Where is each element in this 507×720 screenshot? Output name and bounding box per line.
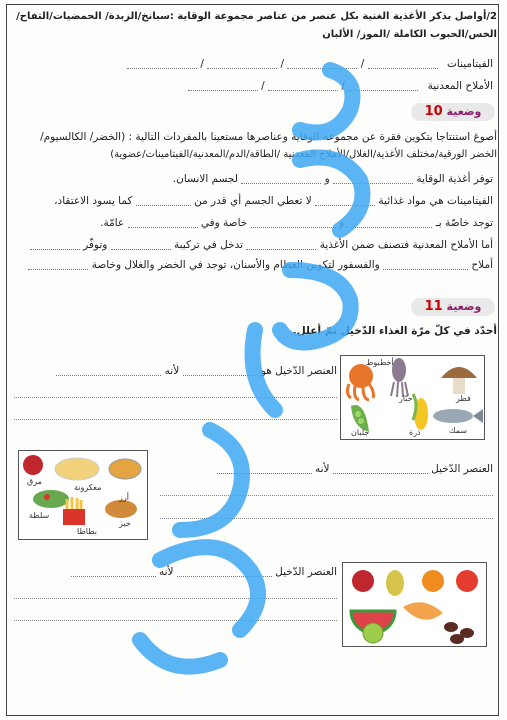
dates-icon — [444, 622, 474, 644]
q3-reason-blank[interactable] — [71, 567, 156, 577]
food-image-box-2 — [18, 450, 148, 540]
q1-reason-blank[interactable] — [56, 366, 161, 376]
p3-text-a: توجد خاصّة بـ — [435, 217, 493, 229]
p3-text-d: عامّة. — [100, 217, 125, 229]
corn-icon — [413, 394, 428, 430]
p1-blank-2[interactable] — [241, 174, 321, 184]
situation10-intro1: أصوغ استنتاجا بتكوين فقرة عن مجموعة الوقاية وعناصرها مستعينا بالمفردات التالية : (الخضر/ الكالسيوم/ — [40, 131, 497, 143]
broth-label: مرق — [27, 477, 42, 486]
p2-text-c: كما يسود الاعتقاد، — [54, 195, 133, 207]
food-image-box-1 — [340, 355, 485, 440]
p1-text-c: لجسم الانسان. — [172, 173, 238, 185]
vitamins-blank-4[interactable] — [127, 59, 197, 69]
q2-answer-blank[interactable] — [333, 464, 428, 474]
q3-label: العنصر الدّخيل — [275, 566, 337, 578]
vitamins-row: الفيتامينات / / / — [127, 58, 493, 70]
vitamins-blank-1[interactable] — [368, 59, 438, 69]
q1-answer-blank[interactable] — [183, 366, 258, 376]
tomato-icon — [456, 570, 478, 592]
p4-blank-3[interactable] — [30, 240, 80, 250]
orange-icon — [422, 570, 444, 592]
q2-reason-blank[interactable] — [217, 464, 312, 474]
q1-row — [56, 365, 337, 377]
p3-text-c: خاصة وفي — [200, 217, 248, 229]
p4-blank-2[interactable] — [111, 240, 171, 250]
octopus-icon — [347, 364, 373, 400]
q2-line-2[interactable] — [160, 495, 493, 496]
situation-10-number: 10 — [424, 104, 443, 119]
p4-text-c: وتوفّر — [83, 239, 108, 251]
bread-icon — [105, 500, 137, 518]
para-line-2 — [54, 195, 493, 207]
p5-blank-1[interactable] — [383, 260, 468, 270]
food-image-box-3 — [342, 562, 487, 647]
q3-line-3[interactable] — [14, 620, 337, 621]
pasta-icon — [55, 458, 99, 480]
vitamins-label: الفيتامينات — [446, 58, 493, 70]
minerals-blank-1[interactable] — [348, 81, 418, 91]
pomegranate-icon — [23, 455, 43, 475]
p3-text-b: و — [338, 217, 345, 229]
task2-line1: 2/أواصل بذكر الأغذية الغنية بكل عنصر من عناصر مجموعة الوقاية :سبانخ/الزبدة/ الحمضيات/التفاح/ — [16, 11, 497, 22]
mushroom-icon — [441, 367, 477, 394]
fries-label: بطاطا — [77, 527, 98, 536]
octopus-label: أخطبوط — [366, 358, 394, 367]
fruits-illustration — [343, 563, 486, 646]
minerals-label: الأملاح المعدنية — [427, 80, 493, 92]
p5-blank-2[interactable] — [28, 260, 88, 270]
q3-answer-blank[interactable] — [177, 567, 272, 577]
p2-text-a: الفيتامينات هي مواد غذائية — [378, 195, 493, 207]
q2-row — [217, 463, 493, 475]
situation11-instruction: أحدّد في كلّ مرّة الغذاء الدّخيل ثمّ أعلل. — [292, 325, 497, 337]
situation-10-word: وضعية — [446, 105, 482, 118]
p5-text-a: أملاح — [471, 259, 493, 271]
situation-11-word: وضعية — [446, 300, 482, 313]
q1-because: لأنه — [164, 365, 180, 377]
p5-text-b: والفسفور لتكوين العظام والأسنان، توجد في الخضر والغلال وخاصة — [91, 259, 380, 271]
corn-label: ذرة — [409, 428, 421, 437]
mushroom-label: فطر — [456, 394, 471, 403]
p4-text-b: تدخل في تركيبة — [174, 239, 244, 251]
fish-icon — [433, 409, 483, 423]
q3-line-2[interactable] — [14, 598, 337, 599]
q1-line-3[interactable] — [14, 419, 337, 420]
p3-blank-2[interactable] — [251, 218, 336, 228]
vitamins-blank-2[interactable] — [287, 59, 357, 69]
salad-label: سلطة — [29, 511, 50, 520]
peas-label: جلبان — [351, 428, 370, 437]
pomegranate-icon — [352, 570, 374, 592]
minerals-blank-2[interactable] — [268, 81, 338, 91]
para-line-1 — [173, 173, 493, 185]
p1-text-a: توفر أغذية الوقاية — [416, 173, 493, 185]
bread-label: خبز — [119, 519, 131, 528]
q3-row — [71, 566, 337, 578]
squid-label: حبّار — [399, 394, 413, 403]
situation-11-number: 11 — [424, 299, 443, 314]
p2-blank-1[interactable] — [315, 196, 375, 206]
situation-11-badge — [411, 298, 495, 316]
fish-label: سمك — [449, 426, 468, 435]
q2-label: العنصر الدّخيل — [431, 463, 493, 475]
p3-blank-1[interactable] — [347, 218, 432, 228]
melon-icon — [403, 602, 443, 620]
p2-text-b: لا تعطي الجسم أي قدر من — [194, 195, 312, 207]
salad-icon — [33, 490, 69, 508]
para-line-3 — [100, 217, 493, 229]
fries-icon — [63, 497, 85, 525]
p1-text-b: و — [324, 173, 330, 185]
para-line-5 — [28, 259, 493, 271]
situation-10-badge — [411, 103, 495, 121]
pear-icon — [386, 570, 404, 596]
p3-blank-3[interactable] — [128, 218, 198, 228]
minerals-blank-3[interactable] — [188, 81, 258, 91]
rice-label: أرز — [119, 493, 129, 502]
minerals-row: الأملاح المعدنية / / — [188, 80, 493, 92]
q1-label: العنصر الدّخيل هو — [260, 365, 337, 377]
p4-blank-1[interactable] — [246, 240, 316, 250]
p2-blank-2[interactable] — [136, 196, 191, 206]
p1-blank-1[interactable] — [333, 174, 413, 184]
q2-because: لأنه — [314, 463, 330, 475]
vitamins-blank-3[interactable] — [207, 59, 277, 69]
pasta-label: معكرونة — [74, 483, 102, 492]
p4-text-a: أما الأملاح المعدنية فتصنف ضمن الأغذية — [319, 239, 493, 251]
task2-line2: الخس/الحبوب الكاملة /الموز/ الألبان — [322, 29, 497, 40]
situation10-intro2: الخضر الورقية/مختلف الأغذية/الغلال/الأملاح المعدنية /الطاقة/الدم/المعدنية/الفيتامينات/عضوية) — [110, 149, 497, 160]
broth-bowl-icon — [109, 459, 141, 479]
q2-line-3[interactable] — [160, 518, 493, 519]
lime-icon — [363, 623, 383, 643]
q1-line-2[interactable] — [14, 397, 337, 398]
q3-because: لأنه — [158, 566, 174, 578]
para-line-4 — [30, 239, 493, 251]
